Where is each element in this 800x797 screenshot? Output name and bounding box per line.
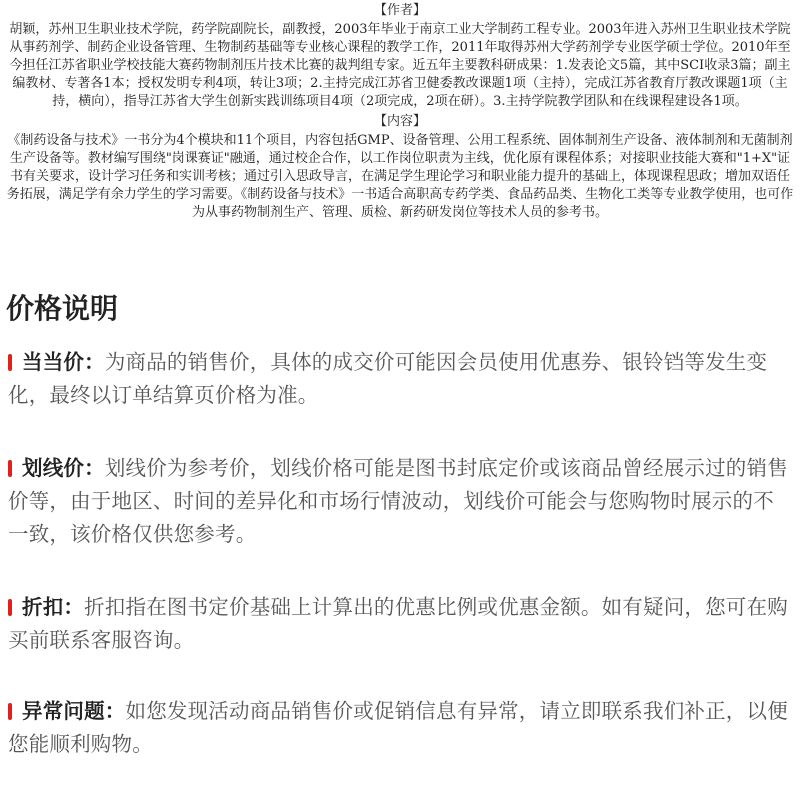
price-explanation-heading: 价格说明 (6, 292, 119, 325)
price-item-text: 为商品的销售价，具体的成交价可能因会员使用优惠券、银铃铛等发生变化，最终以订单结算页价格为准。 (8, 350, 768, 407)
price-item-label: 当当价： (22, 350, 105, 374)
author-section-title: 【作者】 (373, 3, 426, 18)
author-bio-text: 胡颖，苏州卫生职业技术学院，药学院副院长，副教授，2003年毕业于南京工业大学制药工程专业。2003年进入苏州卫生职业技术学院从事药剂学、制药企业设备管理、生物制药基础等专业核心课程的教学工作，2011年取得苏州大学药剂学专业医学硕士学位。2010年至今担任江苏省职业学校技能大赛药物制剂压片技术比赛的裁判组专家。近五年主要教科研成果：1.发表论文5篇，其中SCI收录3篇；副主编教材、专著各1本；授权发明专利4项，转让3项；2.主持完成江苏省卫健委教改课题1项（主持），完成江苏省教育厅教改课题1项（主持，横向），指导江苏省大学生创新实践训练项目4项（2项完成，2项在研）。3.主持学院教学团队和在线课程建设各1项。 (9, 22, 791, 109)
price-item-text: 如您发现活动商品销售价或促销信息有异常，请立即联系我们补正，以便您能顺利购物。 (8, 699, 788, 756)
price-item-label: 划线价： (22, 456, 105, 480)
red-marker-bar (8, 703, 12, 720)
red-marker-bar (8, 354, 12, 371)
price-item-text: 折扣指在图书定价基础上计算出的优惠比例或优惠金额。如有疑问，您可在购买前联系客服咨询。 (8, 595, 788, 652)
red-marker-bar (8, 460, 12, 477)
red-marker-bar (8, 599, 12, 616)
price-item-strikethrough-price (0, 452, 800, 551)
book-description (0, 0, 800, 222)
price-item-label: 异常问题： (22, 699, 126, 723)
contents-text: 《制药设备与技术》一书分为4个模块和11个项目，内容包括GMP、设备管理、公用工程系统、固体制剂生产设备、液体制剂和无菌制剂生产设备等。教材编写围绕"岗课赛证"融通，通过校企合作，以工作岗位职责为主线，优化原有课程体系；对接职业技能大赛和"1+X"证书有关要求，设计学习任务和实训考核；通过引入思政导言，在满足学生理论学习和职业能力提升的基础上，体现课程思政；增加双语任务拓展，满足学有余力学生的学习需要。《制药设备与技术》一书适合高职高专药学类、食品药品类、生物化工类等专业教学使用，也可作为从事药物制剂生产、管理、质检、新药研发岗位等技术人员的参考书。 (6, 133, 794, 220)
price-item-discount (0, 591, 800, 657)
price-item-text: 划线价为参考价，划线价格可能是图书封底定价或该商品曾经展示过的销售价等，由于地区、时间的差异化和市场行情波动，划线价可能会与您购物时展示的不一致，该价格仅供您参考。 (8, 456, 788, 546)
price-item-label: 折扣： (22, 595, 85, 619)
price-item-dangdang-price (0, 346, 800, 412)
price-item-abnormal-issue (0, 695, 800, 761)
price-explanation-section (0, 286, 800, 761)
contents-section-title: 【内容】 (373, 114, 426, 129)
